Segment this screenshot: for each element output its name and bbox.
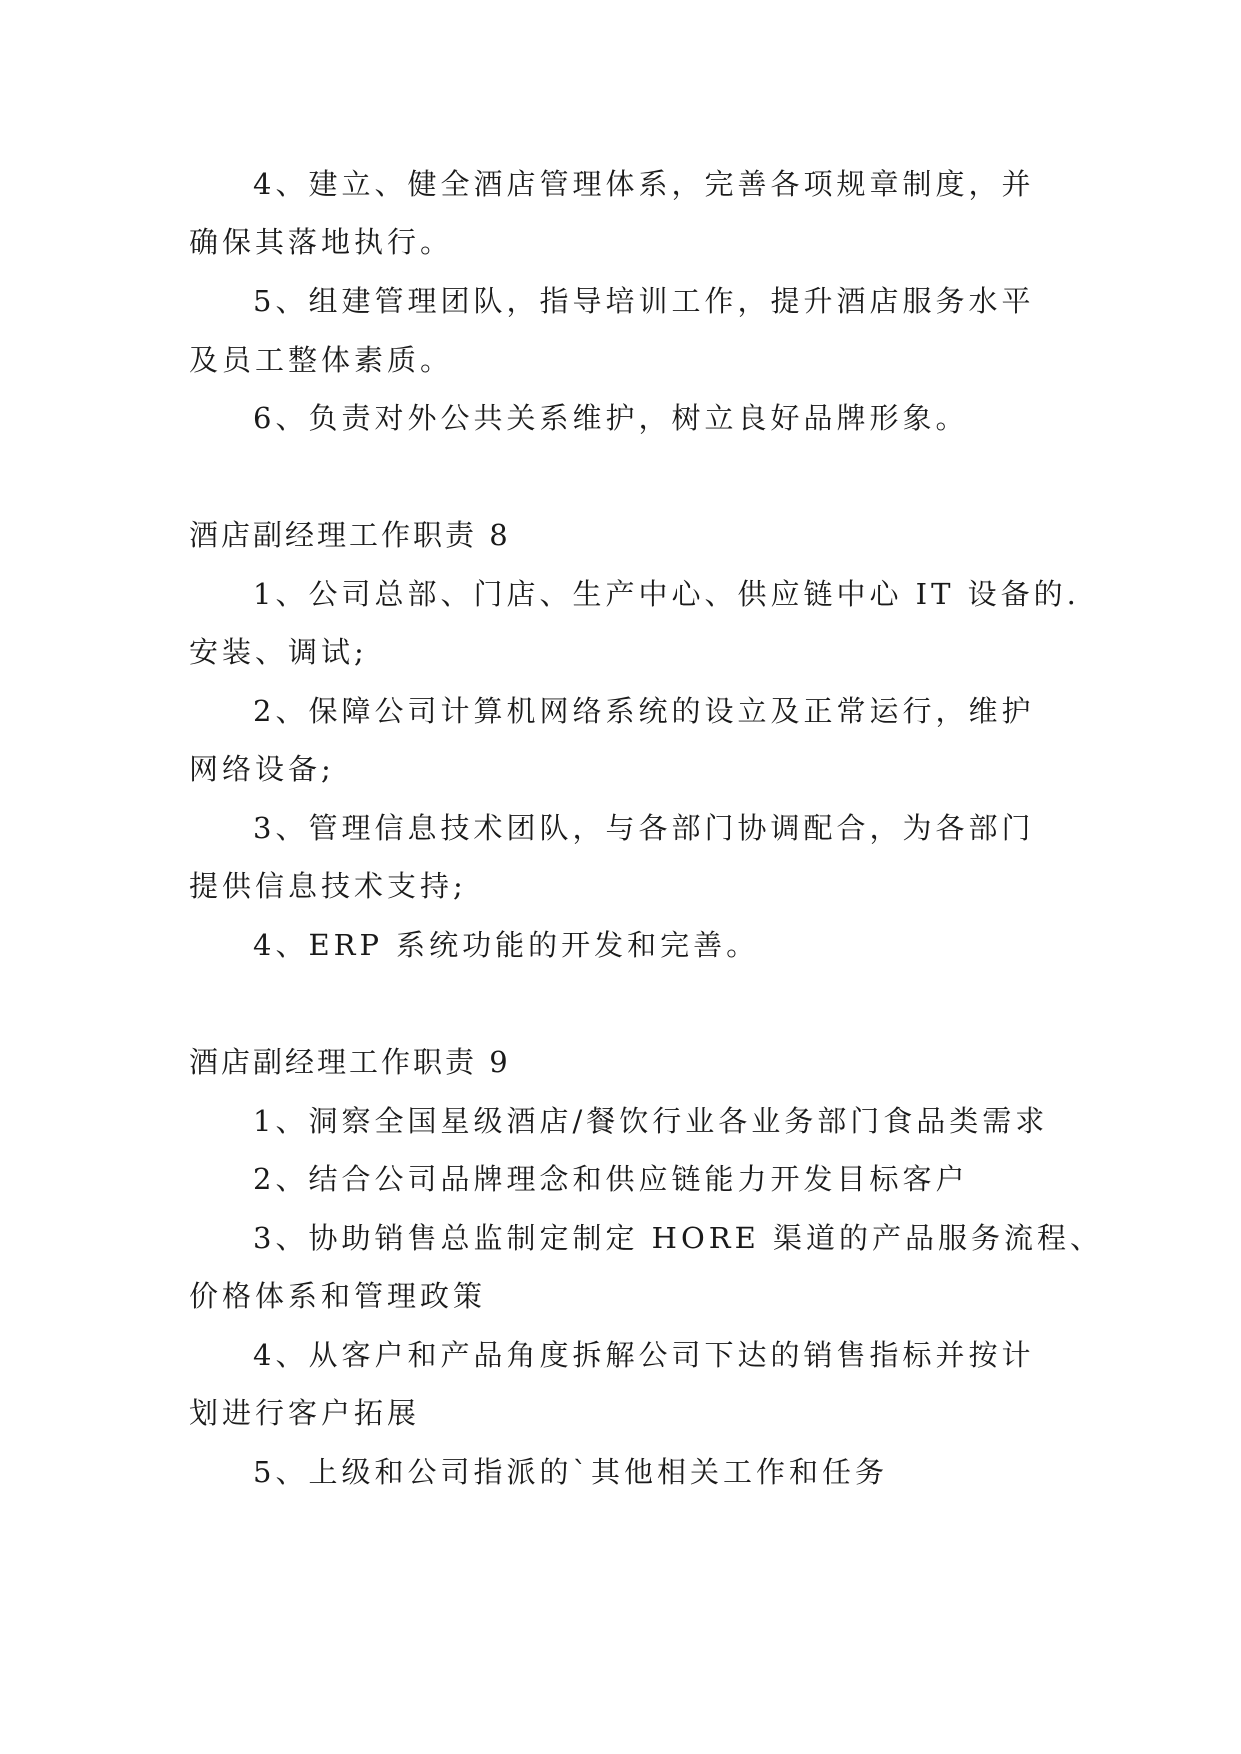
paragraph-line: 1、公司总部、门店、生产中心、供应链中心 IT 设备的. — [253, 577, 1080, 611]
paragraph-line: 提供信息技术支持; — [189, 869, 467, 903]
paragraph-line: 2、结合公司品牌理念和供应链能力开发目标客户 — [253, 1162, 969, 1196]
paragraph-line: 6、负责对外公共关系维护，树立良好品牌形象。 — [253, 401, 969, 435]
paragraph-line: 及员工整体素质。 — [189, 343, 454, 377]
paragraph-line: 安装、调试; — [189, 635, 368, 669]
paragraph-line: 1、洞察全国星级酒店/餐饮行业各业务部门食品类需求 — [253, 1104, 1049, 1138]
paragraph-line: 确保其落地执行。 — [189, 225, 454, 259]
paragraph-line: 4、建立、健全酒店管理体系，完善各项规章制度，并 — [253, 167, 1035, 201]
paragraph-line: 4、从客户和产品角度拆解公司下达的销售指标并按计 — [253, 1338, 1035, 1372]
paragraph-line: 3、管理信息技术团队，与各部门协调配合，为各部门 — [253, 811, 1035, 845]
paragraph-line: 价格体系和管理政策 — [189, 1279, 487, 1313]
paragraph-line: 4、ERP 系统功能的开发和完善。 — [253, 928, 760, 962]
section-heading: 酒店副经理工作职责 8 — [189, 518, 511, 552]
paragraph-line: 3、协助销售总监制定制定 HORE 渠道的产品服务流程、 — [253, 1221, 1103, 1255]
paragraph-line: 划进行客户拓展 — [189, 1396, 421, 1430]
paragraph-line: 5、组建管理团队，指导培训工作，提升酒店服务水平 — [253, 284, 1035, 318]
paragraph-line: 5、上级和公司指派的`其他相关工作和任务 — [253, 1455, 888, 1489]
section-heading: 酒店副经理工作职责 9 — [189, 1045, 511, 1079]
paragraph-line: 网络设备; — [189, 752, 335, 786]
paragraph-line: 2、保障公司计算机网络系统的设立及正常运行，维护 — [253, 694, 1035, 728]
